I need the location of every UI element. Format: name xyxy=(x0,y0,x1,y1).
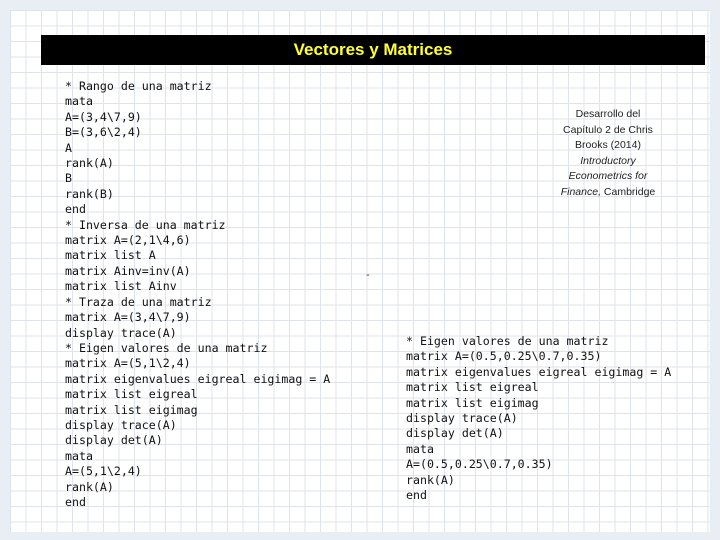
credit-note xyxy=(550,107,666,201)
code-line: rank(A) xyxy=(65,156,114,171)
code-line: end xyxy=(65,494,86,509)
code-line: display det(A) xyxy=(65,433,163,448)
code-line: mata xyxy=(65,448,93,463)
credit-line-italic: Introductory xyxy=(580,154,636,167)
credit-line: Desarrollo del xyxy=(575,108,641,120)
slide-title: Vectores y Matrices xyxy=(293,40,453,59)
code-line: * Rango de una matriz xyxy=(65,79,212,93)
code-line: * Inversa de una matriz xyxy=(65,217,226,232)
credit-line-italic: Econometrics for xyxy=(568,170,648,183)
code-line: end xyxy=(406,488,427,503)
code-line: end xyxy=(65,202,86,217)
code-line: matrix A=(0.5,0.25\0.7,0.35) xyxy=(406,349,602,364)
code-line: display trace(A) xyxy=(65,417,177,432)
code-line: display trace(A) xyxy=(406,411,518,426)
code-line: rank(A) xyxy=(65,479,114,494)
code-line: * Eigen valores de una matriz xyxy=(65,340,268,355)
code-line: mata xyxy=(65,94,93,109)
credit-rest-part: Cambridge xyxy=(601,185,656,198)
code-line: matrix eigenvalues eigreal eigimag = A xyxy=(406,364,672,379)
code-line: matrix list A xyxy=(65,248,156,263)
code-block-right xyxy=(406,334,671,503)
credit-line-publisher xyxy=(550,185,666,201)
credit-line: Capítulo 2 de Chris xyxy=(563,123,653,136)
code-line: matrix list eigreal xyxy=(65,387,198,402)
code-line: A=(3,4\7,9) xyxy=(65,109,142,124)
code-line: display det(A) xyxy=(406,426,504,441)
code-line: matrix list eigimag xyxy=(406,395,539,410)
slide-title-bar xyxy=(41,35,705,65)
code-line: A xyxy=(65,140,72,155)
code-line: matrix list Ainv xyxy=(65,279,177,294)
code-line: matrix A=(3,4\7,9) xyxy=(65,310,191,325)
code-block-left xyxy=(65,79,330,510)
code-line: mata xyxy=(406,441,434,456)
code-line: matrix list eigreal xyxy=(406,380,539,395)
code-line: * Traza de una matriz xyxy=(65,294,212,309)
code-line: A=(0.5,0.25\0.7,0.35) xyxy=(406,457,553,472)
code-line: matrix list eigimag xyxy=(65,402,198,417)
code-line: matrix Ainv=inv(A) xyxy=(65,263,191,278)
code-line: * Eigen valores de una matriz xyxy=(406,334,609,348)
slide xyxy=(10,10,710,532)
credit-italic-part: Finance, xyxy=(560,185,601,198)
code-line: B=(3,6\2,4) xyxy=(65,125,142,140)
separator-mark: - xyxy=(366,269,370,281)
code-line: display trace(A) xyxy=(65,325,177,340)
code-line: B xyxy=(65,171,72,186)
code-line: matrix A=(5,1\2,4) xyxy=(65,356,191,371)
code-line: rank(B) xyxy=(65,186,114,201)
code-line: matrix A=(2,1\4,6) xyxy=(65,233,191,248)
code-line: matrix eigenvalues eigreal eigimag = A xyxy=(65,371,331,386)
code-line: A=(5,1\2,4) xyxy=(65,464,142,479)
credit-line: Brooks (2014) xyxy=(575,139,641,152)
code-line: rank(A) xyxy=(406,472,455,487)
